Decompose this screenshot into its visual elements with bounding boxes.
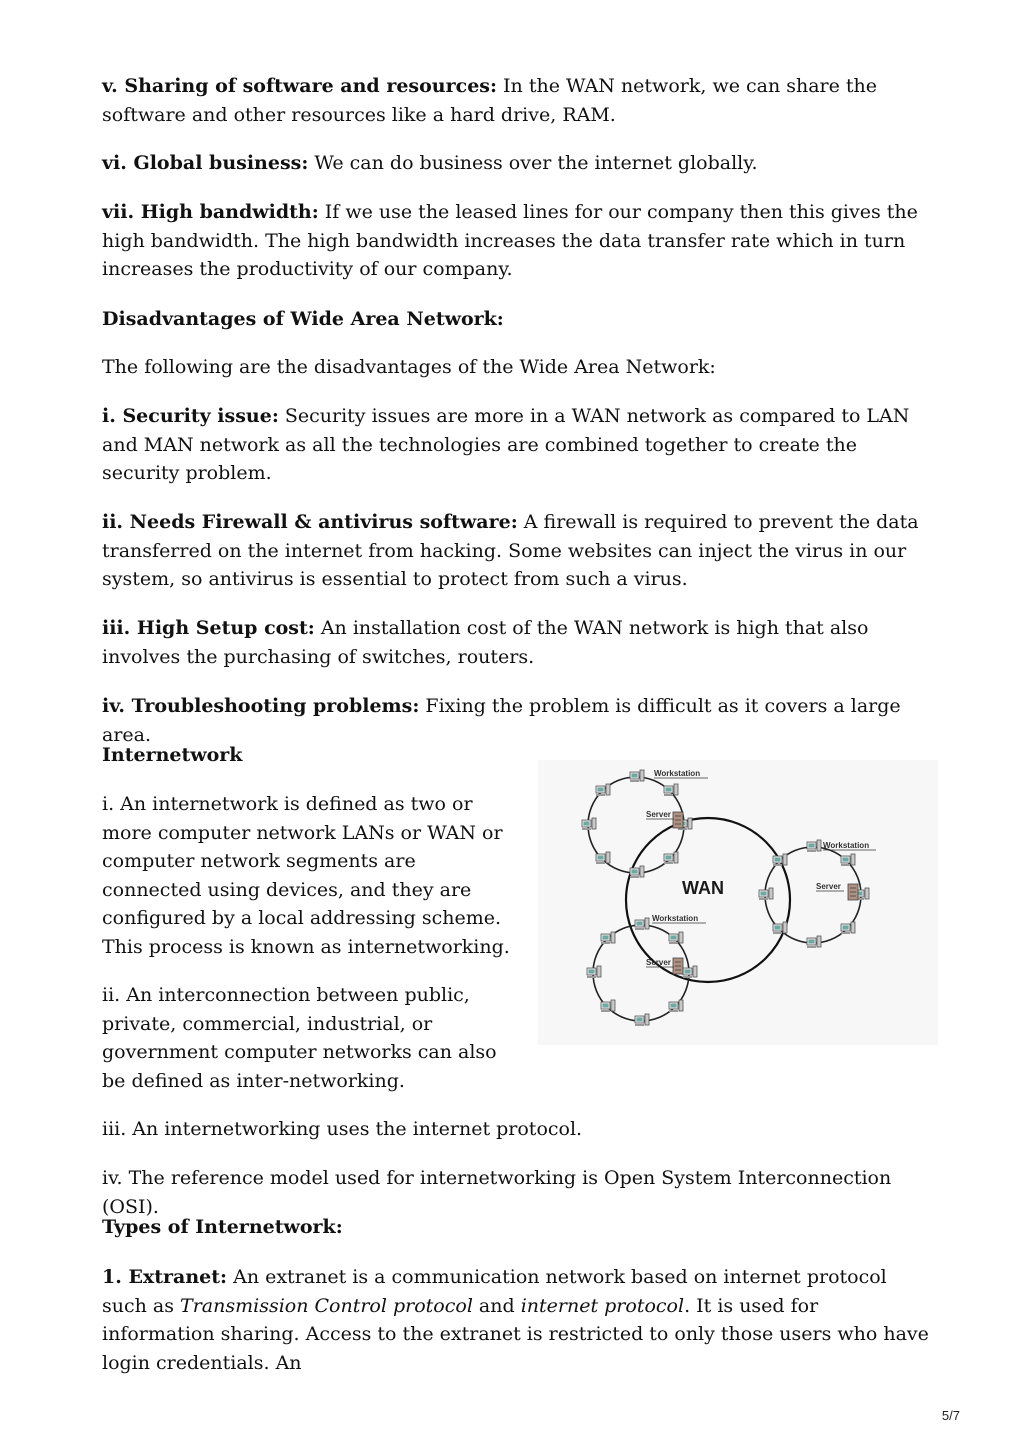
extranet-title: 1. Extranet:	[102, 1266, 228, 1288]
internetwork-point-2: ii. An interconnection between public, private, commercial, industrial, or government computer networks can also be defined as inter-networking.	[102, 984, 497, 1092]
advantage-global-business	[102, 149, 932, 178]
workstation-label-2: Workstation	[823, 841, 870, 850]
disadvantage-firewall-text: A firewall is required to prevent the data transferred on the internet from hacking. Some websites can inject the virus in our system, so antivirus is essential to protect from such a virus.	[102, 511, 919, 590]
disadvantage-setup-title: iii. High Setup cost:	[102, 617, 315, 639]
disadvantage-troubleshooting-title: iv. Troubleshooting problems:	[102, 695, 420, 717]
internetwork-point-4: iv. The reference model used for internetworking is Open System Interconnection (OSI).	[102, 1167, 892, 1218]
internetwork-point-3: iii. An internetworking uses the internet protocol.	[102, 1118, 583, 1140]
disadvantage-firewall	[102, 508, 932, 594]
wan-diagram-svg	[538, 760, 938, 1045]
server-label-2: Server	[816, 882, 841, 891]
extranet-text-2: and	[472, 1294, 521, 1317]
disadvantage-security-text: Security issues are more in a WAN network as compared to LAN and MAN network as all the technologies are combined together to create the security problem.	[102, 405, 910, 484]
wan-label: WAN	[682, 878, 724, 898]
workstation-label-3: Workstation	[652, 914, 699, 923]
disadvantage-security-title: i. Security issue:	[102, 405, 279, 427]
disadvantage-setup-cost	[102, 614, 932, 671]
advantage-sharing-title: v. Sharing of software and resources:	[102, 75, 497, 97]
types-heading-text: Types of Internetwork:	[102, 1216, 343, 1238]
lan-ring-top-left	[582, 769, 708, 878]
extranet-italic-1: Transmission Control protocol	[180, 1294, 473, 1317]
advantage-bandwidth-title: vii. High bandwidth:	[102, 201, 319, 223]
advantage-sharing	[102, 72, 932, 129]
internetwork-point-1: i. An internetwork is defined as two or more computer network LANs or WAN or computer network segments are connected using devices, and they are configured by a local addressing scheme. This process is known as internetworking.	[102, 793, 510, 958]
server-label-1: Server	[646, 810, 671, 819]
page-number: 5/7	[941, 1408, 960, 1423]
disadvantage-troubleshooting-text: Fixing the problem is difficult as it covers a large area.	[102, 695, 901, 746]
advantage-global-text: We can do business over the internet globally.	[308, 152, 758, 174]
disadvantage-firewall-title: ii. Needs Firewall & antivirus software:	[102, 511, 518, 533]
wan-diagram	[538, 760, 938, 1045]
workstation-label-1: Workstation	[654, 769, 701, 778]
types-heading	[102, 1213, 932, 1242]
lan-ring-bottom-left	[587, 914, 706, 1026]
disadvantage-security	[102, 402, 932, 488]
advantage-bandwidth-text: If we use the leased lines for our company then this gives the high bandwidth. The high bandwidth increases the data transfer rate which in turn increases the productivity of our company.	[102, 201, 918, 280]
advantage-high-bandwidth	[102, 198, 932, 284]
server-label-3: Server	[646, 958, 671, 967]
disadvantage-setup-text: An installation cost of the WAN network is high that also involves the purchasing of switches, routers.	[102, 617, 869, 668]
disadvantages-intro: The following are the disadvantages of the Wide Area Network:	[102, 356, 716, 378]
lan-ring-right	[759, 840, 876, 948]
extranet-italic-2: internet protocol	[520, 1294, 685, 1317]
advantage-global-title: vi. Global business:	[102, 152, 309, 174]
extranet-text-3: . It is used for information sharing. Access to the extranet is restricted to only those users who have login credentials. An	[102, 1294, 929, 1374]
extranet-paragraph	[102, 1263, 932, 1377]
disadvantages-heading-text: Disadvantages of Wide Area Network:	[102, 308, 504, 330]
extranet-text-1: An extranet is a communication network based on internet protocol such as	[102, 1266, 887, 1317]
advantage-sharing-text: In the WAN network, we can share the software and other resources like a hard drive, RAM.	[102, 75, 878, 126]
disadvantages-heading	[102, 305, 932, 334]
internetwork-heading-text: Internetwork	[102, 744, 243, 766]
